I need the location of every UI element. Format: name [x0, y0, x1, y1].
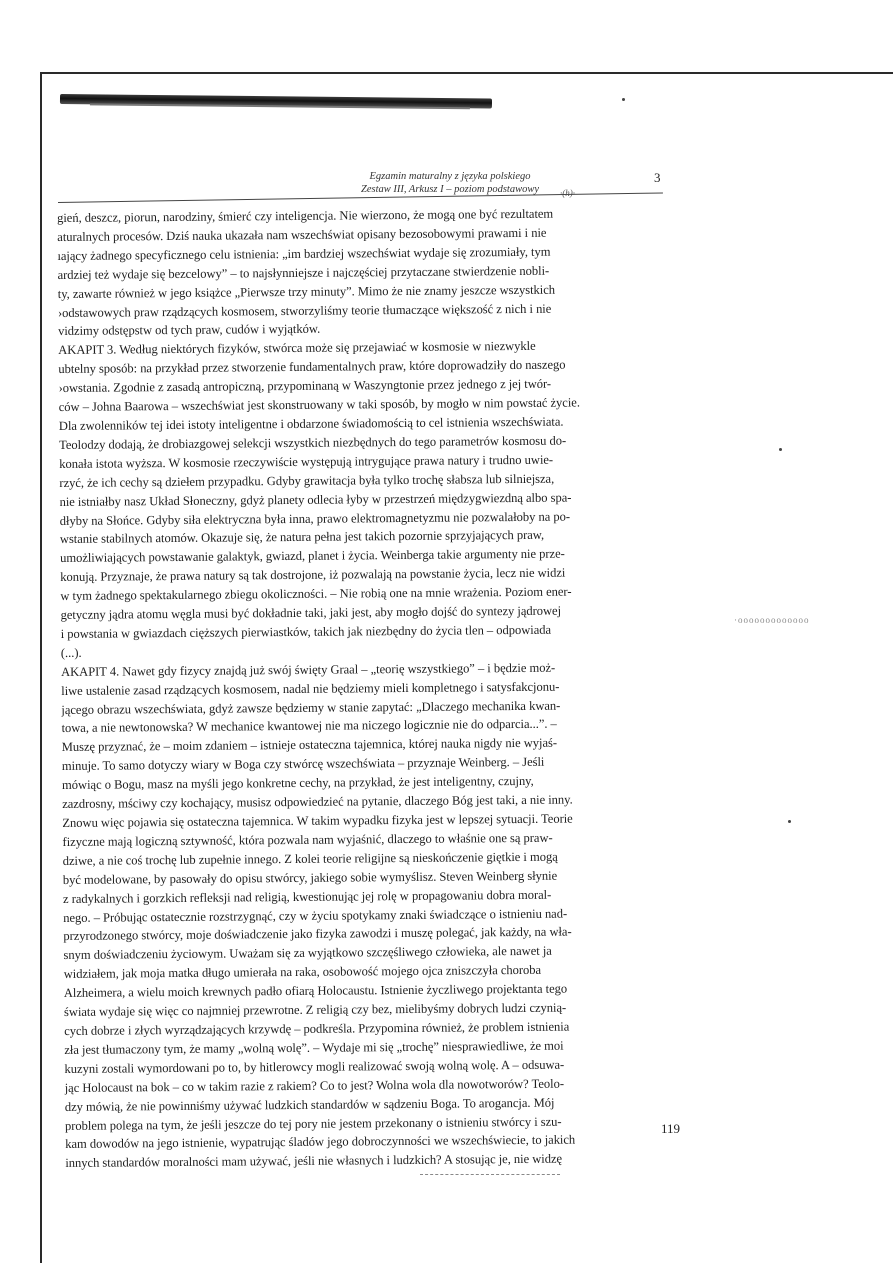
text-line: przyrodzonego stwórcy, moje doświadczenie jako fizyka zawodzi i muszę polegać, jak każdy, na wła-: [63, 924, 572, 944]
text-line: w tym żadnego spektakularnego zbiegu okoliczności. – Nie robią one na mnie wrażenia. Poziom ener-: [60, 584, 572, 604]
exam-header: [240, 170, 660, 196]
text-line: vidzimy odstępstw od tych praw, cudów i wyjątków.: [58, 322, 321, 339]
text-line: dzy mówią, że nie powinniśmy używać ludzkich standardów w sądzeniu Boga. To arogancja. Mój: [64, 1095, 555, 1114]
scan-speck: [788, 820, 791, 823]
text-line: ıający żadnego specyficznego celu istnienia: „im bardziej wszechświat wydaje się zrozumiały, tym: [57, 244, 551, 263]
text-line: ›odstawowych praw rządzących kosmosem, stworzyliśmy teorie tłumaczące większość z nich i nie: [57, 301, 552, 320]
text-line: aturalnych procesów. Dziś nauka ukazała nam wszechświat opisany bezosobowymi prawami i nie: [57, 225, 547, 244]
text-line: Znowu więc pojawia się ostateczna tajemnica. W takim wypadku fizyka jest w lepszej sytuacji. Teorie: [62, 811, 573, 830]
text-line: towa, a nie newtonowska? W mechanice kwantowej nie ma niczego logicznie nie do odparcia...”. –: [61, 717, 557, 736]
text-line: kam dowodów na jego istnienie, wypatrując śladów jego dobroczynności we wszechświecie, to jakich: [65, 1132, 576, 1152]
text-line: zazdrosny, mściwy czy kochający, musisz odpowiedzieć na pytanie, dlaczego Bóg jest taki, a nie inny.: [62, 792, 573, 812]
text-line: snym doświadczeniu życiowym. Uważam się za wyjątkowo szczęśliwego człowieka, ale nawet ja: [63, 944, 552, 963]
article-body: [57, 204, 691, 1174]
text-line: mówiąc o Bogu, masz na myśli jego konkretne cechy, na przykład, że jest inteligentny, czujny,: [61, 774, 534, 793]
text-line: Muszę przyznać, że – moim zdaniem – istnieje ostateczna tajemnica, której nauka nigdy nie wyjaś-: [61, 736, 558, 755]
text-line: gień, deszcz, piorun, narodziny, śmierć czy inteligencja. Nie wierzono, że mogą one być rezultatem: [57, 206, 554, 225]
scan-speck: [622, 98, 625, 101]
margin-mark: ·ooooooooooooo: [734, 615, 810, 625]
text-line: minuje. To samo dotyczy wiary w Boga czy stwórcę wszechświata – przyznaje Weinberg. – Jeśli: [61, 755, 545, 774]
text-line: nie istniałby nasz Układ Słoneczny, gdyż planety odlecia łyby w przestrzeń międzygwiezdną albo spa-: [59, 490, 572, 509]
text-line: świata wydaje się więc co najmniej przewrotne. Z religią czy bez, mielibyśmy dobrych ludzi czynią-: [63, 1000, 567, 1020]
page-number: 119: [661, 1121, 681, 1136]
text-line: widziałem, jak moja matka długo umierała na raka, osobowość mojego ojca zniszczyła choroba: [63, 963, 542, 982]
text-line: cych dobrze i złych wyrządzających krzywdę – podkreśla. Przypomina również, że problem istnienia: [64, 1019, 570, 1038]
text-line: rzyć, że ich cechy są dziełem przypadku. Gdyby grawitacja była tylko trochę słabsza lub silniejsza,: [59, 471, 555, 490]
text-line: ardziej też wydaje się bezcelowy” – to najsłynniejsze i najczęściej przytaczane stwierdzenie nobli-: [57, 263, 550, 282]
scan-edge-top: [40, 72, 893, 74]
text-line: jąc Holocaust na bok – co w takim razie z rakiem? Co to jest? Wolna wola dla nowotworów? Teolo-: [64, 1076, 565, 1095]
text-line: AKAPIT 3. Według niektórych fizyków, stwórca może się przejawiać w kosmosie w niezwykle: [58, 339, 536, 358]
text-line: Dla zwolenników tej idei istoty inteligentne i obdarzone świadomością to cel istnienia wszechświata.: [58, 414, 564, 433]
text-line: liwe ustalenie zasad rządzących kosmosem, nadal nie będziemy mieli kompletnego i satysfakcjonu-: [61, 679, 560, 698]
text-line: kuzyni zostali wymordowani po to, by hitlerowcy mogli realizować swoją wolną wolę. A – odsuwa-: [64, 1057, 565, 1076]
text-line: ty, zawarte również w jego książce „Pierwsze trzy minuty”. Mimo że nie znamy jeszcze wszystkich: [57, 282, 556, 301]
text-line: z radykalnych i gorzkich refleksji nad religią, kwestionując jej rolę w propagowaniu dobra moral-: [62, 887, 552, 906]
text-line: dziwe, a nie coś trochę lub zupełnie innego. Z kolei teorie religijne są nieskończenie giętkie i mogą: [62, 849, 558, 868]
text-line: getyczny jądra atomu węgla musi być dokładnie taki, jaki jest, aby mogło dojść do syntezy jądrowej: [60, 603, 562, 623]
scan-edge-left: [40, 72, 42, 1263]
text-line: (...).: [60, 645, 82, 660]
text-line: konują. Przyznaje, że prawa natury są tak dostrojone, iż pozwalają na powstanie życia, lecz nie widzi: [60, 565, 566, 585]
text-line: AKAPIT 4. Nawet gdy fizycy znajdą już swój święty Graal – „teorię wszystkiego” – i będzie moż-: [60, 660, 556, 679]
text-line: umożliwiających powstawanie galaktyk, gwiazd, planet i życia. Weinberga takie argumenty nie prze-: [59, 546, 565, 566]
header-title: Egzamin maturalny z języka polskiego: [369, 171, 531, 182]
text-line: zła jest tłumaczony tym, że mamy „wolną wolę”. – Wydaje mi się „trochę” niesprawiedliwe, że moi: [64, 1038, 564, 1057]
text-line: Teolodzy dodają, że drobiazgowej selekcji wszystkich niezbędnych do tego parametrów kosmosu do-: [58, 433, 567, 452]
text-line: jącego obrazu wszechświata, gdyż zawsze będziemy w stanie zapytać: „Dlaczego mechanika kwan-: [61, 698, 561, 717]
text-line: konała istota wyższa. W kosmosie rzeczywiście występują intrygujące prawa natury i trudno uwie-: [59, 452, 554, 471]
text-line: wstanie stabilnych atomów. Okazuje się, że natura pełna jest takich pozornie sprzyjających praw,: [59, 528, 545, 547]
text-line: ców – Johna Baarowa – wszechświat jest skonstruowany w taki sposób, by mogło w nim powstać życie.: [58, 395, 580, 415]
header-subtitle: Zestaw III, Arkusz I – poziom podstawowy: [360, 184, 540, 195]
text-line: Alzheimera, a wielu moich krewnych padło ofiarą Holocaustu. Istnienie życzliwego projektanta tego: [63, 981, 568, 1001]
scan-speck: [779, 448, 782, 451]
text-line: ubtelny sposób: na przykład przez stworzenie fundamentalnych praw, które doprowadziły do naszego: [58, 357, 566, 377]
text-line: ›owstania. Zgodnie z zasadą antropiczną, przypominaną w Waszyngtonie przez jednego z jej twór-: [58, 376, 552, 396]
text-line: innych standardów moralności mam używać, jeśli nie własnych i ludzkich? A stosując je, nie widzę: [65, 1151, 563, 1171]
text-line: fizyczne mają logiczną sztywność, która pozwala nam wyjaśnić, dlaczego to właśnie one są praw-: [62, 830, 553, 849]
scan-artifact-dashes: [420, 1174, 560, 1175]
margin-scribble: ·(h)·: [560, 188, 575, 198]
text-line: dłyby na Słońce. Gdyby siła elektryczna była inna, prawo elektromagnetyzmu nie pozwalałoby na po-: [59, 509, 571, 528]
text-line: problem polega na tym, że jeśli jeszcze do tej pory nie jestem przekonany o istnieniu stwórcy i szu-: [64, 1114, 562, 1133]
text-line: nego. – Próbując ostatecznie rozstrzygnąć, czy w życiu spotykamy znaki świadczące o istnieniu nad-: [63, 906, 568, 925]
header-page-number: 3: [654, 170, 661, 185]
text-line: być modelowane, by pasowały do opisu stwórcy, jakiego sobie wymyślisz. Steven Weinberg słynie: [62, 868, 558, 887]
binding-shadow-bar: [60, 94, 492, 109]
text-line: i powstania w gwiazdach cięższych pierwiastków, takich jak niezbędny do życia tlen – odpowiada: [60, 622, 552, 641]
